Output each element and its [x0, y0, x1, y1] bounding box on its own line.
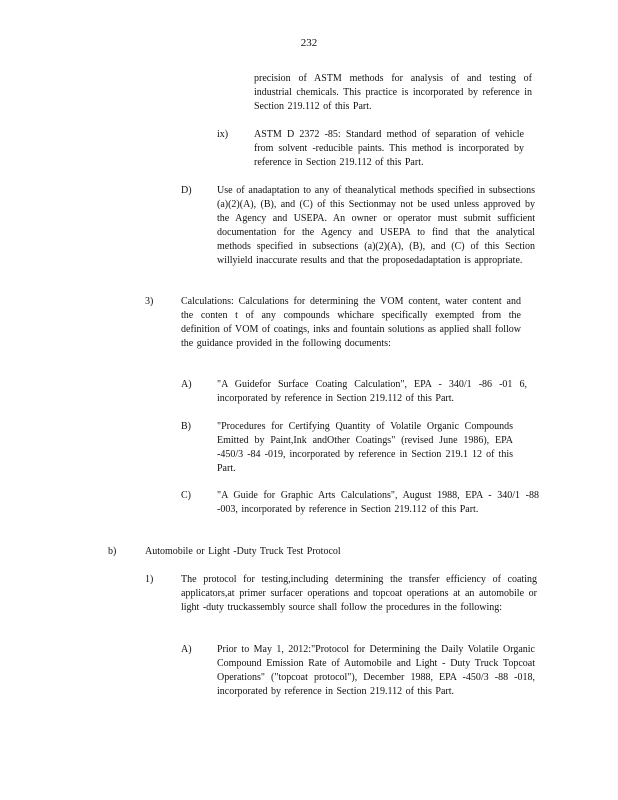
item-label: 1)	[145, 574, 154, 585]
item-text: The protocol for testing,including determining the transfer efficiency of coating applicators,at primer surfacer operations and topcoat operations at an automobile or light -duty truckassembly source shall follow the procedures in the following:	[181, 574, 537, 613]
item-text: Prior to May 1, 2012:"Protocol for Determining the Daily Volatile Organic Compound Emission Rate of Automobile and Light - Duty Truck Topcoat Operations" ("topcoat protocol"), December 1988, EPA -450/3 -88 -018, incorporated by reference in Section 219.112 of this Part.	[217, 644, 535, 697]
item-label: A)	[181, 644, 192, 655]
item-label: B)	[181, 421, 191, 432]
item-text: "A Guide for Graphic Arts Calculations", August 1988, EPA - 340/1 -88 -003, incorporated by reference in Section 219.112 of this Part.	[217, 490, 539, 515]
item-text: precision of ASTM methods for analysis of and testing of industrial chemicals. This practice is incorporated by reference in Section 219.112 of this Part.	[254, 73, 532, 112]
item-text: Calculations: Calculations for determining the VOM content, water content and the conten t of any compounds whichare specifically exempted from the definition of VOM of coatings, inks and fountain solutions as applied shall follow the guidance provided in the following documents:	[181, 296, 521, 349]
item-label: ix)	[217, 129, 229, 140]
item-label: D)	[181, 185, 192, 196]
item-text: "Procedures for Certifying Quantity of Volatile Organic Compounds Emitted by Paint,Ink andOther Coatings" (revised June 1986), EPA -450/3 -84 -019, incorporated by reference in Section 219.1 12 of this Part.	[217, 421, 513, 474]
item-label: 3)	[145, 296, 154, 307]
page-number: 232	[300, 37, 318, 49]
item-text: Automobile or Light -Duty Truck Test Protocol	[145, 546, 341, 557]
item-text: ASTM D 2372 -85: Standard method of separation of vehicle from solvent -reducible paints. This method is incorporated by reference in Section 219.112 of this Part.	[254, 129, 524, 168]
item-label: b)	[108, 546, 117, 557]
item-label: C)	[181, 490, 191, 501]
item-text: "A Guidefor Surface Coating Calculation", EPA - 340/1 -86 -01 6, incorporated by reference in Section 219.112 of this Part.	[217, 379, 527, 404]
item-text: Use of anadaptation to any of theanalytical methods specified in subsections (a)(2)(A), (B), and (C) of this Sectionmay not be used unless approved by the Agency and USEPA. An owner or operator must submit sufficient documentation for the Agency and USEPA to find that the analytical methods specified in subsections (a)(2)(A), (B), and (C) of this Section willyield inaccurate results and that the proposedadaptation is appropriate.	[217, 185, 535, 266]
item-label: A)	[181, 379, 192, 390]
